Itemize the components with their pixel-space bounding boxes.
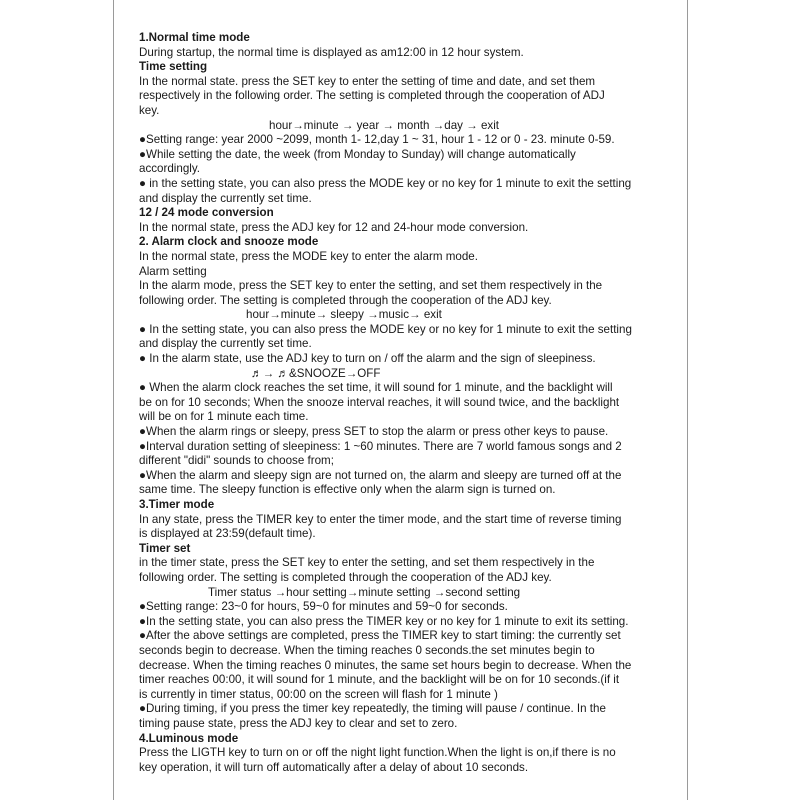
text-line: During startup, the normal time is displayed as am12:00 in 12 hour system. xyxy=(139,45,524,59)
text-line: ●When the alarm and sleepy sign are not turned on, the alarm and sleepy are turned off at the xyxy=(139,468,622,482)
text-line: In the normal state, press the ADJ key for 12 and 24-hour mode conversion. xyxy=(139,220,529,234)
text-line: ● When the alarm clock reaches the set time, it will sound for 1 minute, and the backlight will xyxy=(139,381,613,395)
text-line: Press the LIGTH key to turn on or off the night light function.When the light is on,if there is no xyxy=(139,746,616,760)
text-line: different "didi" sounds to choose from; xyxy=(139,454,334,468)
text-line: In any state, press the TIMER key to enter the timer mode, and the start time of reverse timing xyxy=(139,512,622,526)
text-line: ●When the alarm rings or sleepy, press SET to stop the alarm or press other keys to pause. xyxy=(139,425,609,439)
text-line: ●Interval duration setting of sleepiness: 1 ~60 minutes. There are 7 world famous songs and 2 xyxy=(139,439,622,453)
text-line: In the normal state. press the SET key to enter the setting of time and date, and set them xyxy=(139,74,596,88)
section-heading: 3.Timer mode xyxy=(139,498,215,511)
text-line: ● In the alarm state, use the ADJ key to turn on / off the alarm and the sign of sleepiness. xyxy=(139,352,596,366)
section-heading: Timer set xyxy=(139,541,191,555)
text-line: ●Setting range: year 2000 ~2099, month 1- 12,day 1 ~ 31, hour 1 - 12 or 0 - 23. minute 0-59. xyxy=(139,133,615,147)
section-heading: Time setting xyxy=(139,60,208,74)
text-line: is currently in timer status, 00:00 on the screen will flash for 1 minute ) xyxy=(139,687,498,701)
section-heading: 4.Luminous mode xyxy=(139,731,239,745)
text-line: ●During timing, if you press the timer key repeatedly, the timing will pause / continue. In the xyxy=(139,702,606,716)
text-line: decrease. When the timing reaches 0 minutes, the same set hours begin to decrease. When the xyxy=(139,658,632,672)
text-line: timing pause state, press the ADJ key to clear and set to zero. xyxy=(139,716,458,730)
sequence-line: ♬→ ♬&SNOOZE→OFF xyxy=(251,366,381,380)
page-border-right xyxy=(687,0,688,800)
text-line: ●While setting the date, the week (from Monday to Sunday) will change automatically xyxy=(139,147,576,161)
text-line: ●Setting range: 23~0 for hours, 59~0 for minutes and 59~0 for seconds. xyxy=(139,600,508,614)
text-line: same time. The sleepy function is effective only when the alarm sign is turned on. xyxy=(139,483,556,497)
sequence-line: hour→minute → year → month →day → exit xyxy=(269,118,500,132)
text-line: and display the currently set time. xyxy=(139,191,312,205)
text-line: ● in the setting state, you can also press the MODE key or no key for 1 minute to exit the setting xyxy=(139,176,632,190)
text-line: In the alarm mode, press the SET key to enter the setting, and set them respectively in the xyxy=(139,279,603,293)
text-line: in the timer state, press the SET key to enter the setting, and set them respectively in the xyxy=(139,556,595,570)
text-line: is displayed at 23:59(default time). xyxy=(139,527,316,541)
section-heading: 1.Normal time mode xyxy=(139,31,250,44)
text-line: key operation, it will turn off automatically after a delay of about 10 seconds. xyxy=(139,760,529,774)
text-line: ●After the above settings are completed, press the TIMER key to start timing: the currently set xyxy=(139,629,621,643)
text-line: and display the currently set time. xyxy=(139,337,312,351)
page-border-left xyxy=(113,0,114,800)
text-line: be on for 10 seconds; When the snooze interval reaches, it will sound twice, and the backlight xyxy=(139,395,620,409)
sequence-line: Timer status →hour setting→minute setting →second setting xyxy=(208,585,521,599)
text-line: following order. The setting is completed through the cooperation of the ADJ key. xyxy=(139,570,552,584)
text-line: key. xyxy=(139,103,160,117)
text-line: Alarm setting xyxy=(139,264,207,278)
text-line: timer reaches 00:00, it will sound for 1 minute, and the backlight will be on for 10 seconds.(if it xyxy=(139,673,620,687)
text-line: ●In the setting state, you can also press the TIMER key or no key for 1 minute to exit its setting. xyxy=(139,614,629,628)
text-line: respectively in the following order. The setting is completed through the cooperation of ADJ xyxy=(139,89,605,103)
section-heading: 2. Alarm clock and snooze mode xyxy=(139,235,319,249)
manual-page xyxy=(139,31,665,775)
text-line: following order. The setting is completed through the cooperation of the ADJ key. xyxy=(139,293,552,307)
text-line: accordingly. xyxy=(139,162,201,176)
text-line: In the normal state, press the MODE key to enter the alarm mode. xyxy=(139,249,478,263)
text-line: will be on for 1 minute each time. xyxy=(139,410,309,424)
text-line: ● In the setting state, you can also press the MODE key or no key for 1 minute to exit the setting xyxy=(139,322,632,336)
section-heading: 12 / 24 mode conversion xyxy=(139,206,274,220)
text-line: seconds begin to decrease. When the timing reaches 0 seconds.the set minutes begin to xyxy=(139,643,595,657)
sequence-line: hour→minute→ sleepy →music→ exit xyxy=(246,308,442,322)
